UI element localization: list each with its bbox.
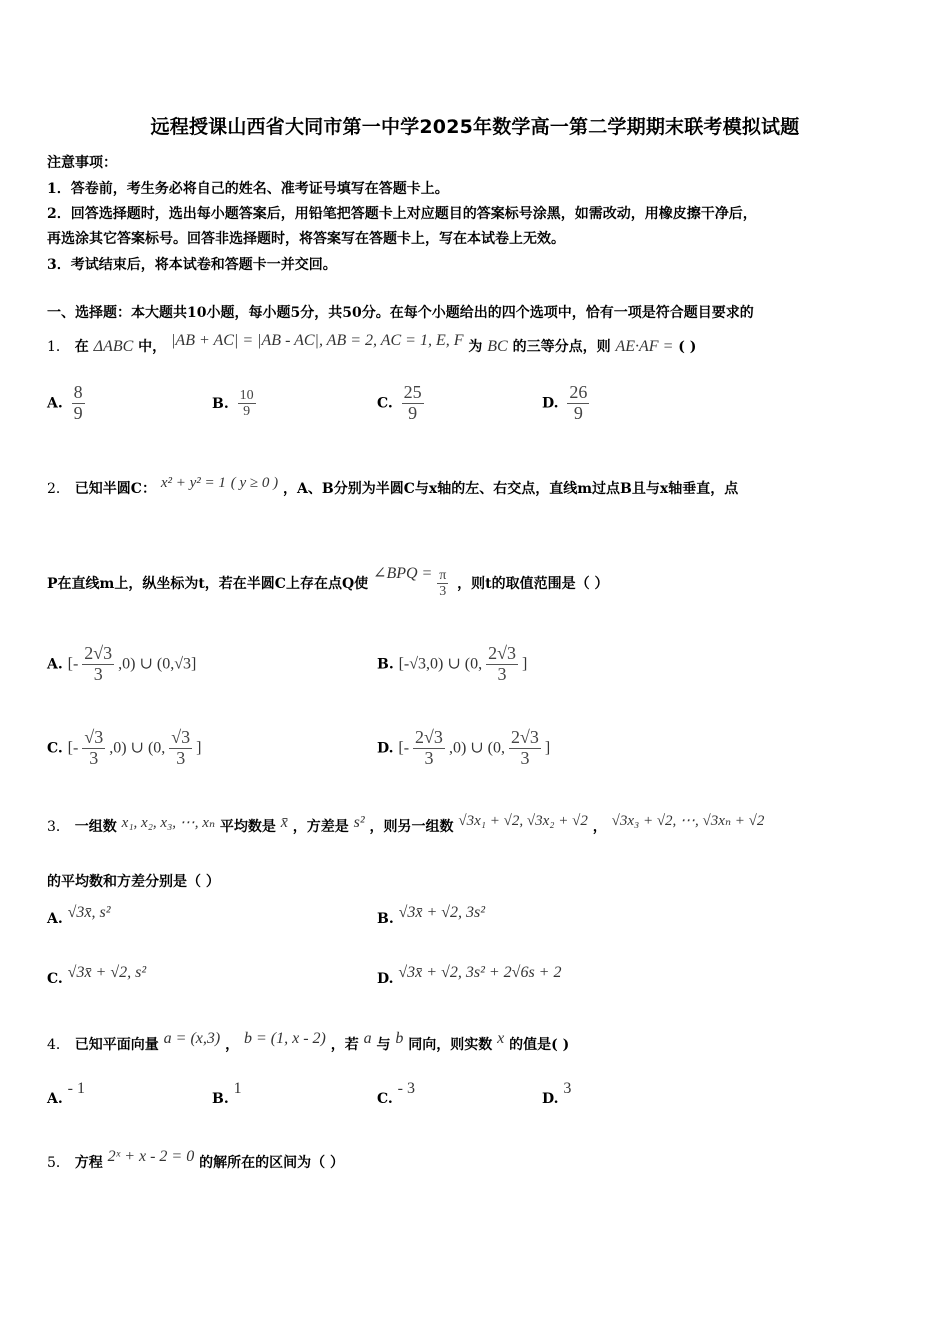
option-expression: √3x̄, s² [67, 904, 111, 921]
question-number: 3． [47, 819, 70, 835]
q2-condition: ( y ≥ 0 ) [230, 475, 279, 491]
q2-angle: ∠BPQ = [373, 564, 433, 582]
q4-option-a[interactable] [47, 1080, 85, 1108]
option-expression: √3x̄ + √2, 3s² + 2√6s + 2 [398, 964, 562, 981]
option-expression: 1 [233, 1080, 242, 1097]
page-title: 远程授课山西省大同市第一中学2025年数学高一第二学期期末联考模拟试题 [150, 116, 800, 138]
option-expression: - 3 [397, 1080, 415, 1097]
option-label: A. [47, 395, 63, 412]
q1-option-b[interactable] [212, 388, 260, 420]
q1-dot-product: AE·AF = [615, 338, 674, 355]
q3-text-3: ，方差是 [292, 819, 349, 835]
option-fraction: $\frac{10}{9}$ [239, 388, 254, 420]
question-3 [47, 813, 765, 836]
q1-text-5: ( ) [678, 339, 697, 355]
q5-equation: 2ˣ + x - 2 = 0 [107, 1148, 195, 1165]
question-2-cont [47, 564, 609, 600]
q2-text-2: ，A、B分别为半圆C与x轴的左、右交点，直线m过点B且与x轴垂直，点 [283, 481, 739, 497]
q5-text-2: 的解所在的区间为（ ） [199, 1155, 344, 1171]
q2-option-a[interactable]: A. [- $\frac{2√3}{3}$ ,0) ∪ (0,√3] [47, 643, 197, 684]
option-label: C. [47, 971, 63, 987]
q3-sequence-2b: √3x₃ + √2, ⋯, √3xₙ + √2 [611, 813, 765, 829]
question-number: 2． [47, 481, 70, 497]
q4-x: x [497, 1030, 505, 1047]
q3-text-4: ，则另一组数 [369, 819, 454, 835]
q3-variance: s² [353, 814, 365, 831]
q3-option-c[interactable] [47, 964, 147, 988]
option-label: D. [377, 740, 394, 757]
q4-text-4: 同向，则实数 [408, 1037, 493, 1053]
q4-vector-b: b = (1, x - 2) [243, 1030, 326, 1047]
q4-b: b [395, 1030, 404, 1047]
option-fraction: $\frac{2√3}{3}$ [415, 727, 443, 768]
q2-option-d[interactable]: D. [- $\frac{2√3}{3}$ ,0) ∪ (0, $\frac{2√3}{3}$ ] [377, 727, 551, 768]
q4-option-b[interactable] [212, 1080, 242, 1108]
q3-comma: ， [592, 819, 607, 835]
question-4 [47, 1030, 570, 1054]
q2-text-4: ，则t的取值范围是（ ） [457, 575, 609, 592]
q1-option-d[interactable] [542, 383, 593, 424]
option-expression: √3x̄ + √2, 3s² [398, 904, 486, 921]
q1-text-4: 的三等分点，则 [512, 339, 611, 355]
notice-item-2-cont: 再选涂其它答案标号。回答非选择题时，将答案写在答题卡上，写在本试卷上无效。 [47, 231, 565, 247]
option-expression: - 1 [67, 1080, 85, 1097]
question-number: 1． [47, 339, 70, 355]
q1-triangle: ΔABC [93, 338, 134, 355]
q4-text-2: ，若 [330, 1037, 359, 1053]
option-fraction: $\frac{25}{9}$ [403, 382, 422, 423]
question-number: 5． [47, 1155, 70, 1171]
section-heading: 一、选择题：本大题共10小题，每小题5分，共50分。在每个小题给出的四个选项中，恰有一项是符合题目要求的 [47, 305, 754, 321]
q4-comma: ， [225, 1037, 240, 1053]
q3-text-1: 一组数 [74, 819, 117, 835]
q3-text-2: 平均数是 [219, 819, 276, 835]
option-label: A. [47, 1091, 63, 1107]
option-label: A. [47, 656, 63, 673]
q3-text-5: 的平均数和方差分别是（ ） [47, 874, 220, 890]
q1-text-1: 在 [74, 339, 89, 355]
q1-option-a[interactable] [47, 383, 89, 424]
option-fraction: $\frac{26}{9}$ [569, 382, 588, 423]
question-2 [47, 475, 739, 498]
option-label: B. [212, 395, 229, 412]
q1-bc: BC [487, 338, 508, 355]
q2-equation: x² + y² = 1 [160, 475, 226, 491]
q3-option-a[interactable] [47, 904, 111, 928]
option-label: A. [47, 911, 63, 927]
q5-text-1: 方程 [74, 1155, 103, 1171]
q4-option-c[interactable] [377, 1080, 415, 1108]
option-label: B. [377, 656, 394, 673]
q3-option-b[interactable] [377, 904, 486, 928]
q1-option-c[interactable] [377, 383, 428, 424]
option-fraction: $\frac{√3}{3}$ [171, 727, 191, 768]
q3-option-d[interactable] [377, 964, 562, 988]
q2-option-c[interactable]: C. [- $\frac{√3}{3}$ ,0) ∪ (0, $\frac{√3}{3}$ ] [47, 727, 202, 768]
option-fraction: $\frac{2√3}{3}$ [511, 727, 539, 768]
question-5 [47, 1148, 344, 1172]
option-label: C. [47, 740, 63, 757]
q3-mean: x̄ [280, 814, 288, 831]
q3-sequence: x₁, x₂, x₃, ⋯, xₙ [121, 815, 216, 831]
option-expression: 3 [563, 1080, 572, 1097]
option-expression: √3x̄ + √2, s² [67, 964, 147, 981]
option-fraction: $\frac{8}{9}$ [73, 382, 83, 423]
q4-option-d[interactable] [542, 1080, 572, 1108]
option-fraction: $\frac{2√3}{3}$ [488, 643, 516, 684]
q4-text-3: 与 [376, 1037, 391, 1053]
notice-item-2: 2．回答选择题时，选出每小题答案后，用铅笔把答题卡上对应题目的答案标号涂黑，如需改动，用橡皮擦干净后， [47, 206, 757, 222]
q4-a: a [363, 1030, 372, 1047]
q4-vector-a: a = (x,3) [163, 1030, 221, 1047]
q4-text-1: 已知平面向量 [74, 1037, 159, 1053]
q2-option-b[interactable]: B. [-√3,0) ∪ (0, $\frac{2√3}{3}$ ] [377, 643, 528, 684]
q2-text-1: 已知半圆C： [74, 481, 156, 497]
option-label: B. [377, 911, 394, 927]
notice-heading: 注意事项： [47, 155, 117, 171]
q3-sequence-2a: √3x₁ + √2, √3x₂ + √2 [458, 813, 588, 829]
option-fraction: $\frac{√3}{3}$ [84, 727, 104, 768]
option-label: D. [542, 395, 559, 412]
option-label: C. [377, 1091, 393, 1107]
q2-pi-over-3: $\frac{\pi}{3}$ [439, 568, 447, 600]
q1-text-2: 中， [138, 339, 167, 355]
option-label: D. [542, 1091, 559, 1107]
question-number: 4． [47, 1037, 70, 1053]
question-1 [47, 332, 697, 356]
q4-text-5: 的值是( ) [509, 1037, 570, 1053]
notice-item-1: 1．答卷前，考生务必将自己的姓名、准考证号填写在答题卡上。 [47, 181, 449, 197]
option-label: B. [212, 1091, 229, 1107]
question-3-cont [47, 871, 220, 891]
notice-item-3: 3．考试结束后，将本试卷和答题卡一并交回。 [47, 257, 337, 273]
q1-condition: |AB + AC| = |AB - AC|, AB = 2, AC = 1, E, F [171, 332, 464, 349]
q1-text-3: 为 [468, 339, 483, 355]
option-label: D. [377, 971, 394, 987]
option-fraction: $\frac{2√3}{3}$ [84, 643, 113, 684]
option-label: C. [377, 395, 393, 412]
q2-text-3: P在直线m上，纵坐标为t，若在半圆C上存在点Q使 [47, 575, 369, 592]
